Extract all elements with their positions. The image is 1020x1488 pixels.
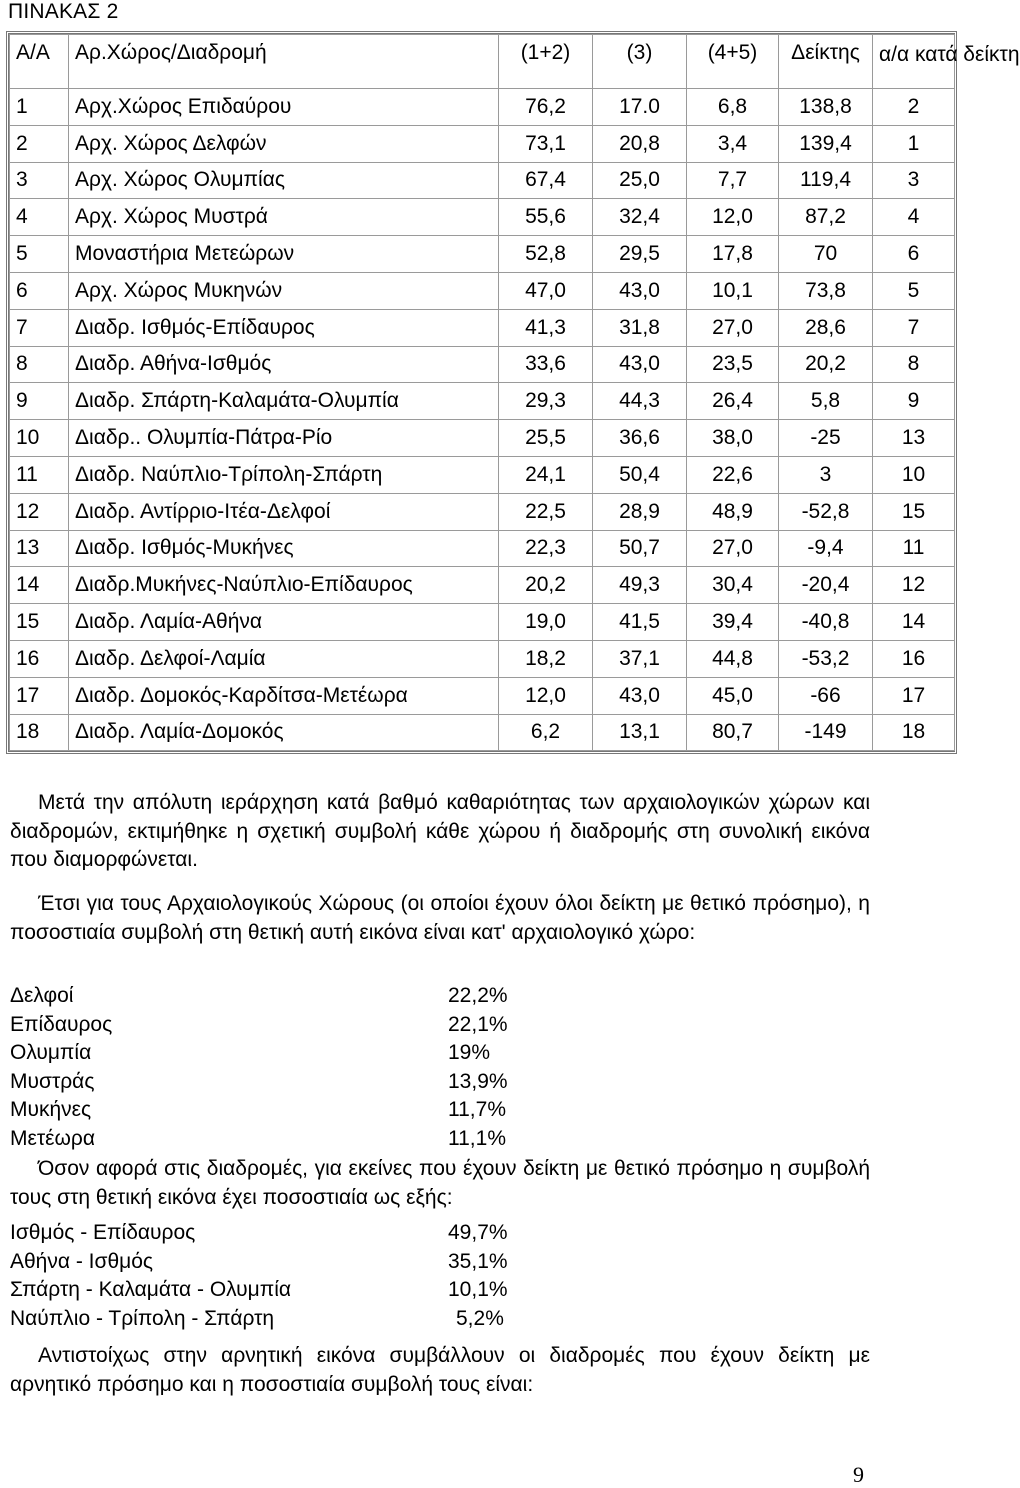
table-row xyxy=(10,346,955,383)
cell-index: 119,4 xyxy=(779,162,873,199)
table-row xyxy=(10,89,955,126)
cell-index: 20,2 xyxy=(779,346,873,383)
cell-aa: 8 xyxy=(10,346,69,383)
cell-aa: 1 xyxy=(10,89,69,126)
cell-col12: 41,3 xyxy=(499,309,593,346)
data-table xyxy=(9,34,1020,751)
table-row xyxy=(10,125,955,162)
route-contribution-percent: 35,1% xyxy=(448,1249,508,1273)
cell-col45: 39,4 xyxy=(687,604,779,641)
cell-col45: 45,0 xyxy=(687,677,779,714)
paragraph-ranking: Μετά την απόλυτη ιεράρχηση κατά βαθμό καθαριότητας των αρχαιολογικών χώρων και διαδρομών, εκτιμήθηκε η σχετική συμβολή κάθε χώρου ή διαδρομής στη συνολική εικόνα που διαμορφώνεται. xyxy=(10,791,870,871)
cell-col12: 29,3 xyxy=(499,383,593,420)
cell-site: Διαδρ. Λαμία-Αθήνα xyxy=(69,604,499,641)
header-cell-rank: α/α κατά δείκτη xyxy=(873,35,955,89)
cell-site: Διαδρ. Ισθμός-Επίδαυρος xyxy=(69,309,499,346)
cell-rank: 5 xyxy=(873,272,955,309)
cell-aa: 12 xyxy=(10,493,69,530)
site-contribution-name: Μετέωρα xyxy=(10,1126,95,1150)
cell-rank: 17 xyxy=(873,677,955,714)
cell-col12: 12,0 xyxy=(499,677,593,714)
cell-index: 28,6 xyxy=(779,309,873,346)
cell-site: Διαδρ. Ναύπλιο-Τρίπολη-Σπάρτη xyxy=(69,456,499,493)
cell-col3: 31,8 xyxy=(593,309,687,346)
table-row xyxy=(10,456,955,493)
cell-aa: 7 xyxy=(10,309,69,346)
cell-aa: 5 xyxy=(10,236,69,273)
header-cell-aa: Α/Α xyxy=(10,35,69,89)
cell-col3: 25,0 xyxy=(593,162,687,199)
cell-aa: 18 xyxy=(10,714,69,751)
cell-aa: 15 xyxy=(10,604,69,641)
cell-col45: 23,5 xyxy=(687,346,779,383)
cell-col45: 44,8 xyxy=(687,640,779,677)
table-row xyxy=(10,493,955,530)
cell-aa: 11 xyxy=(10,456,69,493)
cell-index: -25 xyxy=(779,420,873,457)
cell-col12: 25,5 xyxy=(499,420,593,457)
cell-col3: 32,4 xyxy=(593,199,687,236)
cell-col45: 26,4 xyxy=(687,383,779,420)
cell-rank: 4 xyxy=(873,199,955,236)
cell-col45: 80,7 xyxy=(687,714,779,751)
cell-site: Αρχ. Χώρος Μυκηνών xyxy=(69,272,499,309)
route-contribution-name: Σπάρτη - Καλαμάτα - Ολυμπία xyxy=(10,1278,292,1302)
cell-index: 5,8 xyxy=(779,383,873,420)
cell-col3: 44,3 xyxy=(593,383,687,420)
cell-aa: 6 xyxy=(10,272,69,309)
route-contribution-percent: 49,7% xyxy=(448,1221,508,1244)
page-number: 9 xyxy=(853,1462,864,1487)
route-contribution-name: Ναύπλιο - Τρίπολη - Σπάρτη xyxy=(10,1306,275,1330)
cell-aa: 10 xyxy=(10,420,69,457)
cell-col12: 67,4 xyxy=(499,162,593,199)
cell-col12: 18,2 xyxy=(499,640,593,677)
table-row xyxy=(10,677,955,714)
cell-col12: 19,0 xyxy=(499,604,593,641)
site-contribution-percent: 19% xyxy=(448,1041,491,1065)
cell-col45: 48,9 xyxy=(687,493,779,530)
cell-col45: 27,0 xyxy=(687,309,779,346)
cell-site: Διαδρ. Δομοκός-Καρδίτσα-Μετέωρα xyxy=(69,677,499,714)
cell-index: 70 xyxy=(779,236,873,273)
cell-col3: 17.0 xyxy=(593,89,687,126)
site-contribution-percent: 22,1% xyxy=(448,1012,508,1036)
cell-aa: 16 xyxy=(10,640,69,677)
table-row xyxy=(10,162,955,199)
cell-col12: 24,1 xyxy=(499,456,593,493)
cell-aa: 17 xyxy=(10,677,69,714)
cell-index: -149 xyxy=(779,714,873,751)
cell-col3: 43,0 xyxy=(593,346,687,383)
cell-col45: 6,8 xyxy=(687,89,779,126)
table-row xyxy=(10,272,955,309)
cell-rank: 14 xyxy=(873,604,955,641)
header-cell-col12: (1+2) xyxy=(499,35,593,89)
table-row xyxy=(10,236,955,273)
cell-rank: 1 xyxy=(873,125,955,162)
cell-rank: 13 xyxy=(873,420,955,457)
site-contribution-percent: 11,7% xyxy=(448,1098,506,1122)
cell-index: -66 xyxy=(779,677,873,714)
cell-col12: 73,1 xyxy=(499,125,593,162)
cell-col12: 33,6 xyxy=(499,346,593,383)
cell-col3: 13,1 xyxy=(593,714,687,751)
table-row xyxy=(10,567,955,604)
header-cell-col45: (4+5) xyxy=(687,35,779,89)
cell-col45: 17,8 xyxy=(687,236,779,273)
cell-rank: 10 xyxy=(873,456,955,493)
cell-index: 138,8 xyxy=(779,89,873,126)
cell-col3: 41,5 xyxy=(593,604,687,641)
cell-col12: 22,3 xyxy=(499,530,593,567)
cell-index: -40,8 xyxy=(779,604,873,641)
cell-aa: 9 xyxy=(10,383,69,420)
route-contribution-percent: 10,1% xyxy=(448,1278,508,1302)
cell-col3: 29,5 xyxy=(593,236,687,273)
cell-col12: 52,8 xyxy=(499,236,593,273)
table-row xyxy=(10,604,955,641)
cell-site: Αρχ. Χώρος Δελφών xyxy=(69,125,499,162)
site-contribution-name: Ολυμπία xyxy=(10,1041,92,1065)
cell-rank: 9 xyxy=(873,383,955,420)
route-contribution-name: Αθήνα - Ισθμός xyxy=(10,1249,154,1273)
paragraph-routes-intro: Όσον αφορά στις διαδρομές, για εκείνες που έχουν δείκτη με θετικό πρόσημο η συμβολή τους στη θετική εικόνα έχει ποσοστιαία ως εξής: xyxy=(10,1157,870,1209)
site-contribution-percent: 11,1% xyxy=(448,1126,506,1150)
cell-site: Διαδρ. Σπάρτη-Καλαμάτα-Ολυμπία xyxy=(69,383,499,420)
cell-rank: 6 xyxy=(873,236,955,273)
cell-rank: 3 xyxy=(873,162,955,199)
cell-site: Διαδρ. Λαμία-Δομοκός xyxy=(69,714,499,751)
cell-site: Διαδρ.Μυκήνες-Ναύπλιο-Επίδαυρος xyxy=(69,567,499,604)
table-row xyxy=(10,199,955,236)
cell-col45: 7,7 xyxy=(687,162,779,199)
header-cell-site: Αρ.Χώρος/Διαδρομή xyxy=(69,35,499,89)
cell-col3: 43,0 xyxy=(593,272,687,309)
site-contribution-name: Επίδαυρος xyxy=(10,1012,113,1036)
cell-aa: 14 xyxy=(10,567,69,604)
cell-col12: 76,2 xyxy=(499,89,593,126)
cell-col3: 36,6 xyxy=(593,420,687,457)
cell-index: 73,8 xyxy=(779,272,873,309)
cell-site: Αρχ.Χώρος Επιδαύρου xyxy=(69,89,499,126)
cell-index: 87,2 xyxy=(779,199,873,236)
cell-site: Διαδρ. Αντίρριο-Ιτέα-Δελφοί xyxy=(69,493,499,530)
route-contribution-name: Ισθμός - Επίδαυρος xyxy=(10,1221,196,1244)
site-contribution-name: Μυκήνες xyxy=(10,1098,92,1122)
cell-col45: 10,1 xyxy=(687,272,779,309)
cell-aa: 2 xyxy=(10,125,69,162)
cell-col3: 20,8 xyxy=(593,125,687,162)
cell-col45: 22,6 xyxy=(687,456,779,493)
cell-rank: 8 xyxy=(873,346,955,383)
cell-site: Διαδρ. Ισθμός-Μυκήνες xyxy=(69,530,499,567)
header-cell-index: Δείκτης xyxy=(779,35,873,89)
cell-index: -20,4 xyxy=(779,567,873,604)
cell-col45: 3,4 xyxy=(687,125,779,162)
route-contribution-percent: 5,2% xyxy=(456,1306,504,1330)
site-contribution-name: Μυστράς xyxy=(10,1069,95,1093)
cell-site: Διαδρ. Δελφοί-Λαμία xyxy=(69,640,499,677)
data-table-frame xyxy=(6,31,1020,754)
cell-rank: 15 xyxy=(873,493,955,530)
cell-col3: 49,3 xyxy=(593,567,687,604)
cell-aa: 13 xyxy=(10,530,69,567)
cell-col45: 12,0 xyxy=(687,199,779,236)
cell-col3: 50,7 xyxy=(593,530,687,567)
table-row xyxy=(10,309,955,346)
table-row xyxy=(10,383,955,420)
cell-col12: 20,2 xyxy=(499,567,593,604)
cell-col12: 55,6 xyxy=(499,199,593,236)
table-header-row xyxy=(10,35,955,89)
paragraph-sites-intro: Έτσι για τους Αρχαιολογικούς Χώρους (οι οποίοι έχουν όλοι δείκτη με θετικό πρόσημο), η ποσοστιαία συμβολή στη θετική αυτή εικόνα είναι κατ' αρχαιολογικό χώρο: xyxy=(10,892,870,944)
cell-rank: 16 xyxy=(873,640,955,677)
cell-col45: 27,0 xyxy=(687,530,779,567)
table-row xyxy=(10,530,955,567)
cell-col3: 28,9 xyxy=(593,493,687,530)
cell-index: 3 xyxy=(779,456,873,493)
cell-site: Αρχ. Χώρος Μυστρά xyxy=(69,199,499,236)
cell-site: Μοναστήρια Μετεώρων xyxy=(69,236,499,273)
cell-rank: 7 xyxy=(873,309,955,346)
cell-aa: 4 xyxy=(10,199,69,236)
cell-col3: 50,4 xyxy=(593,456,687,493)
site-contribution-name: Δελφοί xyxy=(10,984,74,1007)
table-row xyxy=(10,714,955,751)
cell-rank: 11 xyxy=(873,530,955,567)
cell-site: Διαδρ. Αθήνα-Ισθμός xyxy=(69,346,499,383)
cell-col12: 6,2 xyxy=(499,714,593,751)
cell-aa: 3 xyxy=(10,162,69,199)
cell-site: Διαδρ.. Ολυμπία-Πάτρα-Ρίο xyxy=(69,420,499,457)
cell-index: 139,4 xyxy=(779,125,873,162)
table-row xyxy=(10,640,955,677)
cell-rank: 2 xyxy=(873,89,955,126)
cell-col3: 37,1 xyxy=(593,640,687,677)
cell-col12: 22,5 xyxy=(499,493,593,530)
cell-col45: 38,0 xyxy=(687,420,779,457)
cell-site: Αρχ. Χώρος Ολυμπίας xyxy=(69,162,499,199)
table-row xyxy=(10,420,955,457)
site-contribution-percent: 13,9% xyxy=(448,1069,508,1093)
site-contribution-percent: 22,2% xyxy=(448,984,508,1007)
cell-index: -53,2 xyxy=(779,640,873,677)
cell-rank: 18 xyxy=(873,714,955,751)
table-title: ΠΙΝΑΚΑΣ 2 xyxy=(8,0,119,23)
header-cell-col3: (3) xyxy=(593,35,687,89)
cell-index: -52,8 xyxy=(779,493,873,530)
cell-rank: 12 xyxy=(873,567,955,604)
cell-index: -9,4 xyxy=(779,530,873,567)
paragraph-negative-intro: Αντιστοίχως στην αρνητική εικόνα συμβάλλουν οι διαδρομές που έχουν δείκτη με αρνητικό πρόσημο και η ποσοστιαία συμβολή τους είναι: xyxy=(10,1344,870,1396)
cell-col12: 47,0 xyxy=(499,272,593,309)
cell-col45: 30,4 xyxy=(687,567,779,604)
cell-col3: 43,0 xyxy=(593,677,687,714)
